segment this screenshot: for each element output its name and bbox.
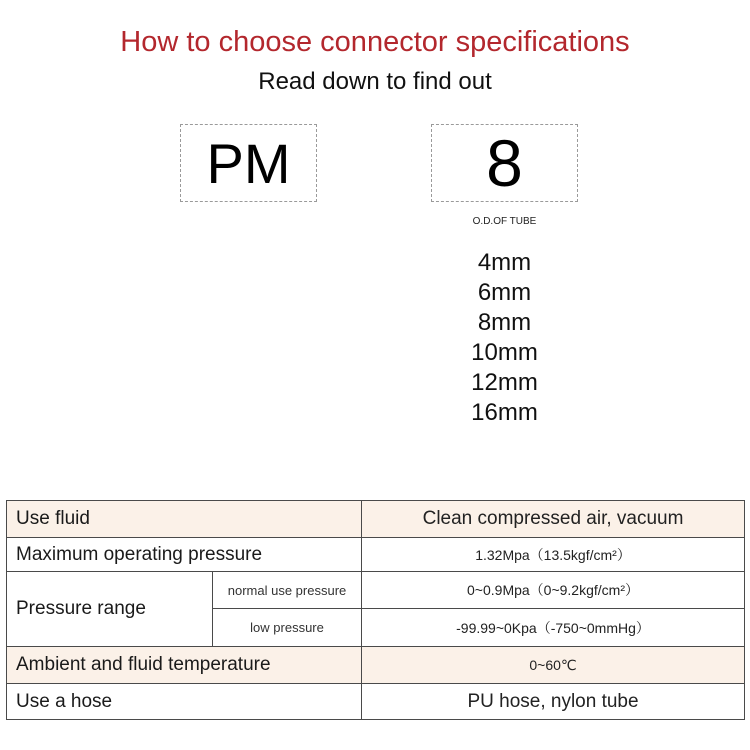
low-pressure-label: low pressure: [213, 609, 362, 647]
table-row: [7, 684, 745, 720]
list-item: 12mm: [471, 369, 538, 396]
max-pressure-label: Maximum operating pressure: [7, 538, 362, 572]
list-item: 6mm: [477, 279, 532, 306]
table-row: [7, 538, 745, 572]
tube-size-list: [431, 248, 578, 428]
tube-od-label: O.D.OF TUBE: [472, 216, 537, 227]
page-subtitle: Read down to find out: [258, 68, 492, 95]
fluid-value: Clean compressed air, vacuum: [362, 501, 745, 538]
table-row: [7, 501, 745, 538]
page-title: How to choose connector specifications: [120, 26, 630, 58]
spec-table: [6, 500, 745, 720]
hose-value: PU hose, nylon tube: [362, 684, 745, 720]
list-item: 16mm: [471, 399, 538, 426]
table-row: [7, 647, 745, 684]
normal-pressure-value: 0~0.9Mpa（0~9.2kgf/cm²）: [362, 572, 745, 609]
hose-label: Use a hose: [7, 684, 362, 720]
model-prefix-box: [180, 124, 317, 202]
model-prefix: PM: [206, 131, 291, 195]
list-item: 4mm: [477, 249, 532, 276]
low-pressure-value: -99.99~0Kpa（-750~0mmHg）: [362, 609, 745, 647]
pressure-range-label: Pressure range: [7, 572, 213, 647]
normal-pressure-label: normal use pressure: [213, 572, 362, 609]
fluid-label: Use fluid: [7, 501, 362, 538]
model-size-box: [431, 124, 578, 202]
temperature-label: Ambient and fluid temperature: [7, 647, 362, 684]
temperature-value: 0~60℃: [362, 647, 745, 684]
list-item: 8mm: [477, 309, 532, 336]
max-pressure-value: 1.32Mpa（13.5kgf/cm²）: [362, 538, 745, 572]
list-item: 10mm: [471, 339, 538, 366]
model-size: 8: [486, 126, 523, 200]
table-row: [7, 572, 745, 609]
